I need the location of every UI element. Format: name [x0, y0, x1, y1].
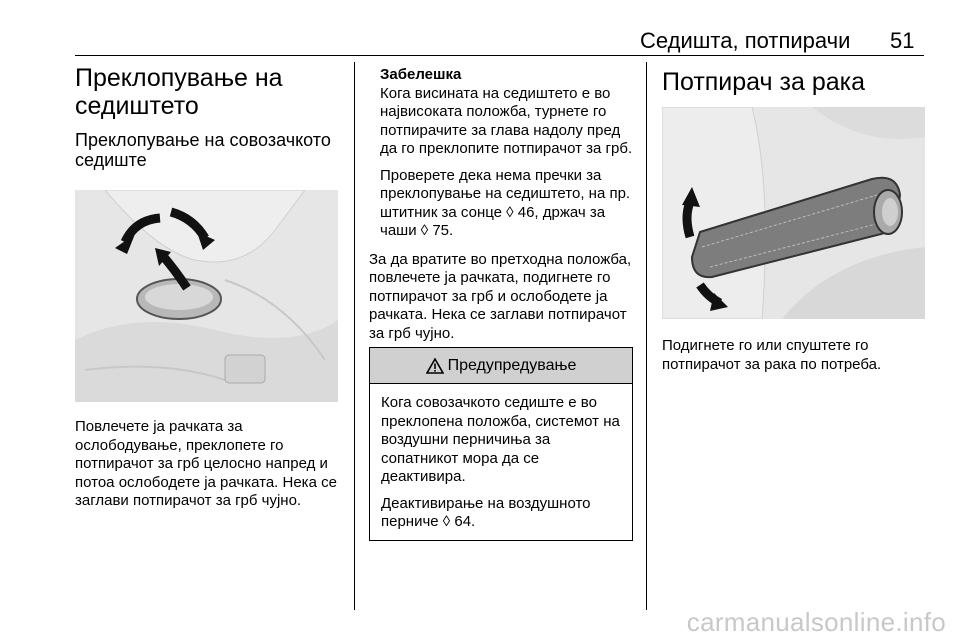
body-text: Подигнете го или спуштете го потпирачот за рака по потреба. — [662, 337, 882, 373]
body-text: Повлечете ја рачката за ослободување, преклопете го потпирачот за грб целосно напред и потоа ослободете ја рачката. Нека се заглави потпирачот за грб чујно. — [75, 418, 337, 509]
seat-fold-illustration — [75, 190, 338, 402]
body-text: За да вратите во претходна положба, повлечете ја рачката, подигнете го потпирачот за грб и ослободете ја рачката. Нека се заглави потпирачот за грб чујно. — [369, 250, 632, 342]
column-3 — [662, 64, 924, 374]
warning-paragraph-1: Кога совозачкото седиште е во преклопена положба, системот на воздушни перничиња за сопатникот мора да се деактивира. — [381, 394, 620, 485]
page-header-title: Седишта, потпирачи — [640, 28, 851, 53]
column-2 — [369, 64, 634, 541]
column-1 — [75, 64, 345, 511]
note-title: Забелешка — [380, 66, 462, 83]
warning-paragraph-2: Деактивирање на воздушното перниче ◊ 64. — [381, 494, 591, 530]
warning-box — [369, 347, 633, 541]
column-divider-1 — [354, 62, 355, 610]
armrest-illustration — [662, 107, 925, 319]
header-rule — [75, 55, 924, 56]
page-number: 51 — [890, 28, 915, 53]
note-paragraph-2: Проверете дека нема пречки за преклопување на седиштето, на пр. штитник за сонце ◊ 46, држач за чаши ◊ 75. — [380, 166, 631, 239]
column-divider-2 — [646, 62, 647, 610]
section-heading: Потпирач за рака — [662, 68, 866, 96]
subsection-heading: Преклопување на совозачкото седиште — [75, 130, 331, 170]
section-heading: Преклопување на седиштето — [75, 64, 283, 120]
warning-header — [370, 348, 632, 384]
warning-triangle-icon — [426, 358, 444, 374]
note-paragraph-1: Кога висината на седиштето е во највисоката положба, турнете го потпирачите за глава надолу пред да го преклопите потпирачот за грб. — [380, 84, 633, 157]
watermark: carmanualsonline.info — [686, 607, 946, 637]
warning-title: Предупредување — [447, 356, 577, 374]
